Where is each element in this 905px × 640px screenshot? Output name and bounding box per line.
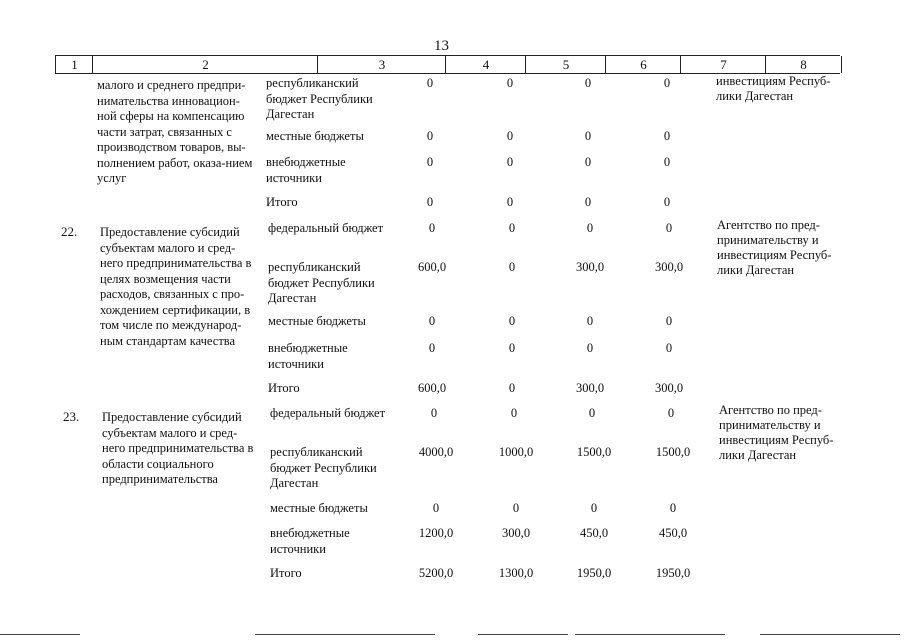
source-label: внебюджетные источники — [270, 526, 350, 556]
value-col-6: 0 — [586, 221, 594, 235]
value-col-4: 0 — [426, 155, 434, 169]
value-col-7: 0 — [665, 314, 673, 328]
value-col-4: 0 — [426, 129, 434, 143]
value-col-6: 0 — [584, 195, 592, 209]
value-col-5: 0 — [506, 129, 514, 143]
source-label: местные бюджеты — [268, 314, 366, 328]
header-col-1: 1 — [55, 56, 93, 73]
item-description: Предоставление субсидий субъектам малого и сред-него предпринимательства в области социального предпринимательства — [102, 410, 254, 486]
source-label: республиканский бюджет Республики Дагестан — [266, 76, 373, 121]
value-col-7: 1500,0 — [655, 445, 691, 459]
value-col-4: 0 — [432, 501, 440, 515]
value-col-6: 0 — [584, 155, 592, 169]
header-col-7: 7 — [680, 56, 766, 73]
value-col-6: 1500,0 — [576, 445, 612, 459]
source-label: внебюджетные источники — [268, 341, 348, 371]
header-col-8: 8 — [765, 56, 842, 73]
value-col-6: 0 — [584, 129, 592, 143]
page-number: 13 — [434, 38, 449, 54]
value-col-6: 0 — [588, 406, 596, 420]
value-col-4: 0 — [426, 195, 434, 209]
page-edge-line — [760, 634, 900, 635]
value-col-4: 0 — [428, 314, 436, 328]
value-col-6: 0 — [586, 314, 594, 328]
source-label: внебюджетные источники — [266, 155, 346, 185]
continuation-description: малого и среднего предпри-нимательства инновацион-ной сферы на компенсацию части затрат, связанных с производством товаров, вы-полнением работ, оказа-нием услуг — [97, 78, 253, 185]
source-label: республиканский бюджет Республики Дагестан — [268, 260, 375, 305]
value-col-7: 0 — [667, 406, 675, 420]
value-col-6: 1950,0 — [576, 566, 612, 580]
value-col-5: 0 — [510, 406, 518, 420]
value-col-6: 0 — [586, 341, 594, 355]
value-col-4: 4000,0 — [418, 445, 454, 459]
value-col-7: 0 — [663, 129, 671, 143]
value-col-5: 1300,0 — [498, 566, 534, 580]
source-label: местные бюджеты — [266, 129, 364, 143]
value-col-5: 0 — [508, 221, 516, 235]
value-col-7: 0 — [665, 221, 673, 235]
source-label: местные бюджеты — [270, 501, 368, 515]
header-col-4: 4 — [445, 56, 526, 73]
page-edge-line — [255, 634, 435, 635]
header-col-3: 3 — [317, 56, 446, 73]
value-col-5: 300,0 — [501, 526, 531, 540]
value-col-7: 0 — [663, 195, 671, 209]
value-col-6: 0 — [584, 76, 592, 90]
value-col-7: 1950,0 — [655, 566, 691, 580]
item-number: 23. — [63, 409, 80, 424]
value-col-5: 0 — [506, 195, 514, 209]
value-col-5: 1000,0 — [498, 445, 534, 459]
value-col-6: 0 — [590, 501, 598, 515]
value-col-7: 0 — [663, 76, 671, 90]
item-description: Предоставление субсидий субъектам малого и сред-него предпринимательства в целях возмещения части расходов, связанных с про-хождением сертификации, в том числе по международ-ным стандартам качества — [100, 225, 252, 348]
value-col-5: 0 — [512, 501, 520, 515]
item-organization: Агентство по пред-принимательству и инвестициям Респуб-лики Дагестан — [717, 218, 832, 277]
source-label: федеральный бюджет — [268, 221, 384, 235]
value-col-4: 0 — [428, 221, 436, 235]
source-label: федеральный бюджет — [270, 406, 386, 420]
value-col-6: 300,0 — [575, 260, 605, 274]
value-col-4: 0 — [428, 341, 436, 355]
header-col-2: 2 — [92, 56, 318, 73]
value-col-6: 300,0 — [575, 381, 605, 395]
page-edge-line — [478, 634, 568, 635]
table-header — [55, 55, 840, 74]
value-col-7: 0 — [663, 155, 671, 169]
value-col-7: 0 — [669, 501, 677, 515]
value-col-5: 0 — [508, 314, 516, 328]
source-label: Итого — [270, 566, 302, 580]
item-organization: Агентство по пред-принимательству и инвестициям Респуб-лики Дагестан — [719, 403, 834, 462]
value-col-7: 300,0 — [654, 260, 684, 274]
value-col-4: 0 — [426, 76, 434, 90]
value-col-5: 0 — [508, 341, 516, 355]
value-col-4: 0 — [430, 406, 438, 420]
value-col-7: 300,0 — [654, 381, 684, 395]
source-label: Итого — [266, 195, 298, 209]
value-col-4: 600,0 — [417, 260, 447, 274]
page-edge-line — [0, 634, 80, 635]
header-col-5: 5 — [525, 56, 606, 73]
source-label: республиканский бюджет Республики Дагестан — [270, 445, 377, 490]
value-col-4: 600,0 — [417, 381, 447, 395]
value-col-5: 0 — [506, 155, 514, 169]
item-number: 22. — [61, 224, 78, 239]
value-col-5: 0 — [508, 381, 516, 395]
value-col-4: 1200,0 — [418, 526, 454, 540]
value-col-4: 5200,0 — [418, 566, 454, 580]
value-col-5: 0 — [506, 76, 514, 90]
source-label: Итого — [268, 381, 300, 395]
value-col-5: 0 — [508, 260, 516, 274]
value-col-6: 450,0 — [579, 526, 609, 540]
value-col-7: 0 — [665, 341, 673, 355]
value-col-7: 450,0 — [658, 526, 688, 540]
header-col-6: 6 — [605, 56, 681, 73]
page-edge-line — [575, 634, 725, 635]
continuation-organization: инвестициям Респуб-лики Дагестан — [716, 74, 831, 103]
